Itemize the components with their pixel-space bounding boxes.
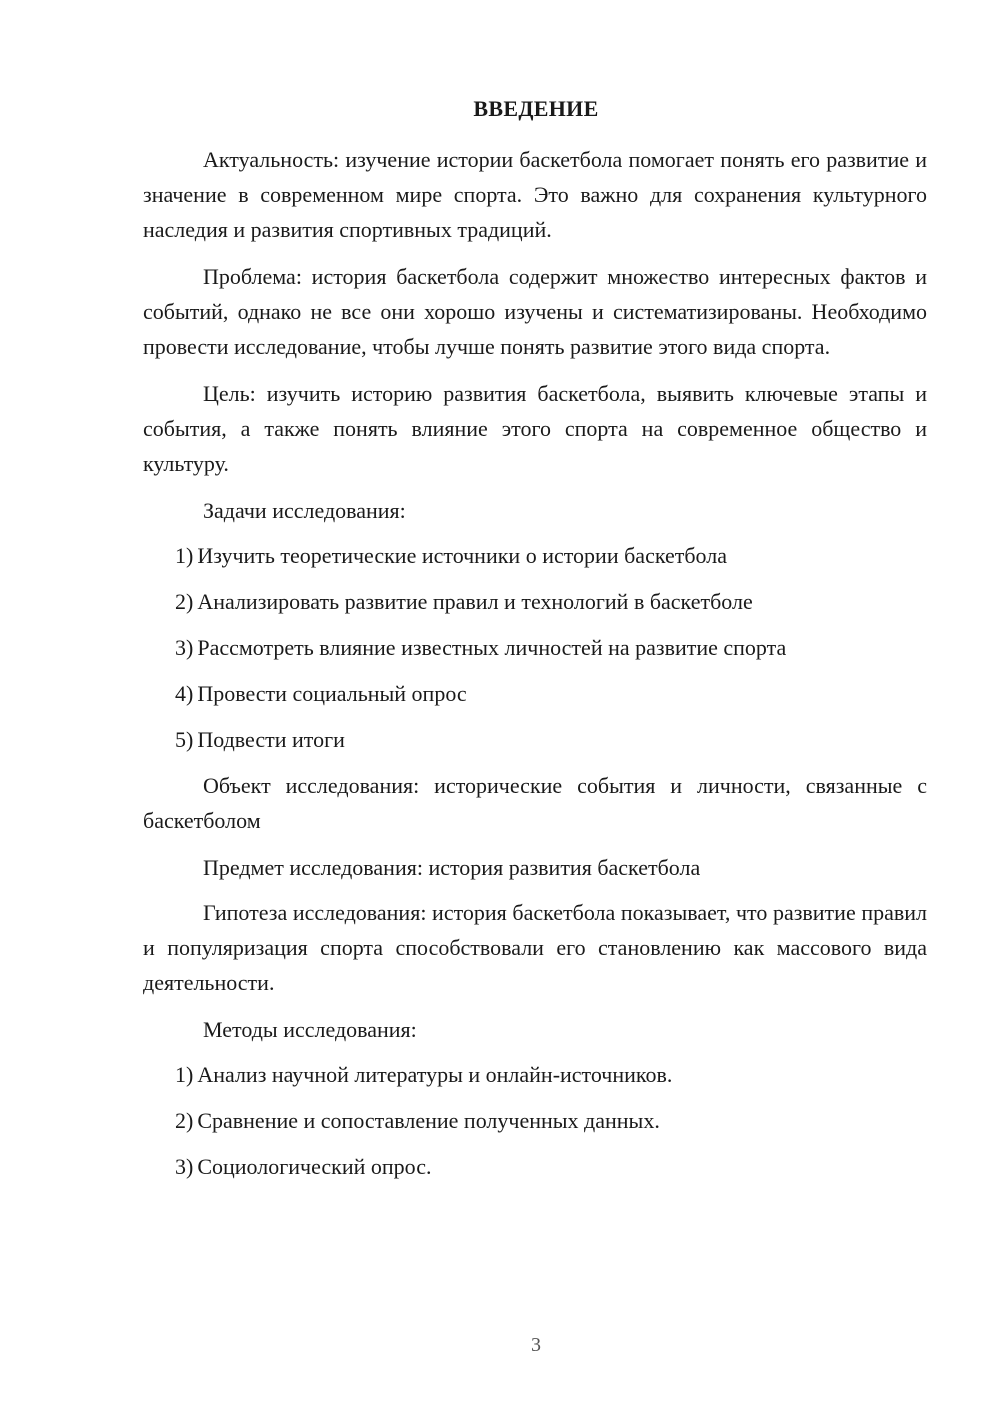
list-item-number: 1) [175, 1062, 194, 1087]
list-item-text: Провести социальный опрос [197, 681, 467, 706]
list-item [175, 630, 927, 666]
hypothesis-paragraph: Гипотеза исследования: история баскетбола показывает, что развитие правил и популяризация спорта способствовали его становлению как массового вида деятельности. [143, 900, 927, 995]
list-item [175, 676, 927, 712]
methods-list [143, 1057, 927, 1185]
tasks-list [143, 538, 927, 758]
list-item-number: 3) [175, 1154, 194, 1179]
list-item [175, 1149, 927, 1185]
object-paragraph: Объект исследования: исторические события и личности, связанные с баскетболом [143, 773, 927, 833]
page-number: 3 [531, 1334, 541, 1356]
list-item-text: Подвести итоги [197, 727, 345, 752]
list-item [175, 538, 927, 574]
list-item-number: 3) [175, 635, 194, 660]
list-item-number: 2) [175, 1108, 194, 1133]
list-item [175, 584, 927, 620]
list-item-text: Социологический опрос. [197, 1154, 432, 1179]
list-item-number: 2) [175, 589, 194, 614]
list-item-text: Рассмотреть влияние известных личностей на развитие спорта [197, 635, 787, 660]
list-item-text: Сравнение и сопоставление полученных данных. [197, 1108, 660, 1133]
list-item-text: Анализ научной литературы и онлайн-источников. [197, 1062, 673, 1087]
list-item-number: 5) [175, 727, 194, 752]
page-body [143, 142, 927, 1195]
tasks-title: Задачи исследования: [203, 498, 406, 523]
problem-paragraph: Проблема: история баскетбола содержит множество интересных фактов и событий, однако не все они хорошо изучены и систематизированы. Необходимо провести исследование, чтобы лучше понять развитие этого вида спорта. [143, 264, 927, 359]
methods-title: Методы исследования: [203, 1017, 417, 1042]
list-item-text: Анализировать развитие правил и технологий в баскетболе [197, 589, 753, 614]
list-item [175, 1057, 927, 1093]
subject-paragraph: Предмет исследования: история развития баскетбола [203, 855, 701, 880]
list-item [175, 722, 927, 758]
relevance-paragraph: Актуальность: изучение истории баскетбола помогает понять его развитие и значение в современном мире спорта. Это важно для сохранения культурного наследия и развития спортивных традиций. [143, 147, 927, 242]
list-item-number: 4) [175, 681, 194, 706]
page-title: ВВЕДЕНИЕ [473, 96, 599, 121]
list-item-number: 1) [175, 543, 194, 568]
list-item-text: Изучить теоретические источники о истории баскетбола [197, 543, 727, 568]
list-item [175, 1103, 927, 1139]
goal-paragraph: Цель: изучить историю развития баскетбола, выявить ключевые этапы и события, а также понять влияние этого спорта на современное общество и культуру. [143, 381, 927, 476]
